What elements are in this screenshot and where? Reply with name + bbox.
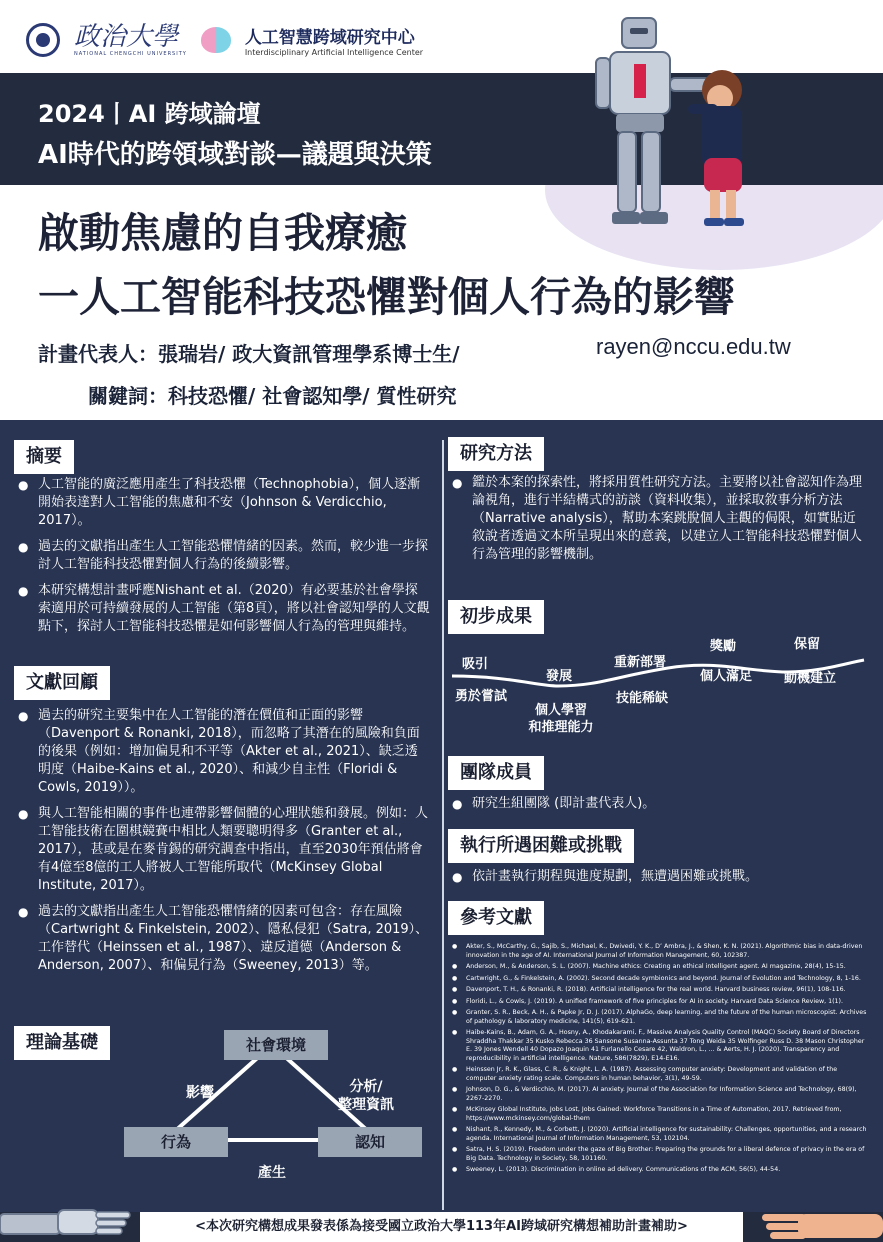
list-item: ● 人工智能的廣泛應用產生了科技恐懼（Technophobia），個人逐漸開始表達對人工智能的焦慮和不安（Johnson & Verdicchio, 2017）。 bbox=[16, 476, 430, 530]
funding-notice: <本次研究構想成果發表係為接受國立政治大學113年AI跨域研究構想補助計畫補助> bbox=[140, 1212, 743, 1242]
brain-icon bbox=[201, 27, 231, 53]
challenges-list bbox=[450, 868, 868, 894]
list-item: ● 過去的研究主要集中在人工智能的潛在價值和正面的影響（Davenport & Ronanki, 2018），而忽略了其潛在的風險和負面的後果（例如：增加偏見和不平等（Akter et al., 2021）、缺乏透明度（Haibe-Kains et al., 2020）、和減少自主性（Floridi & Cowls, 2019））。 bbox=[16, 707, 430, 797]
edge-label-produce: 產生 bbox=[258, 1165, 286, 1181]
reference-item: ● Sweeney, L. (2013). Discrimination in online ad delivery. Communications of the ACM, 56(5), 44-54. bbox=[450, 1166, 868, 1175]
stage-learning: 個人學習 和推理能力 bbox=[528, 703, 594, 735]
section-heading-method: 研究方法 bbox=[448, 437, 544, 471]
section-heading-results: 初步成果 bbox=[448, 600, 544, 634]
list-item: ● 過去的文獻指出產生人工智能恐懼情緒的因素。然而，較少進一步探討人工智能科技恐懼對個人行為的後續影響。 bbox=[16, 538, 430, 574]
reference-item: ● Floridi, L., & Cowls, J. (2019). A unified framework of five principles for AI in society. Harvard Data Science Review, 1(1). bbox=[450, 998, 868, 1007]
poster-title-line2: 一人工智能科技恐懼對個人行為的影響 bbox=[38, 273, 735, 321]
reference-item: ● Akter, S., McCarthy, G., Sajib, S., Michael, K., Dwivedi, Y. K., D’ Ambra, J., & Shen, K. N. (2021). Algorithmic bias in data-driven innovation in the age of AI. International Journal of Information Management, 60, 102387. bbox=[450, 943, 868, 960]
stage-redeploy: 重新部署 bbox=[613, 655, 666, 670]
nccu-logo-en: NATIONAL CHENGCHI UNIVERSITY bbox=[74, 51, 187, 57]
stage-try: 勇於嘗試 bbox=[454, 689, 507, 704]
stage-motivation: 動機建立 bbox=[783, 671, 836, 686]
nccu-logo-name: 政治大學 bbox=[74, 22, 179, 52]
human-hand-icon bbox=[758, 1194, 883, 1242]
poster-header bbox=[0, 0, 883, 420]
section-heading-challenges: 執行所遇困難或挑戰 bbox=[448, 829, 634, 863]
keywords-line: 關鍵詞：科技恐懼/ 社會認知學/ 質性研究 bbox=[88, 384, 457, 408]
team-list bbox=[450, 795, 868, 821]
representative-email[interactable]: rayen@nccu.edu.tw bbox=[596, 334, 791, 359]
reference-item: ● Cartwright, G., & Finkelstein, A. (2002). Second decade symbionics and beyond. Journal of Evolution and Technology, 8, 1-16. bbox=[450, 975, 868, 984]
reference-item: ● Haibe-Kains, B., Adam, G. A., Hosny, A., Khodakarami, F., Massive Analysis Quality Control (MAQC) Society Board of Directors Shraddha Thakkar 35 Kusko Rebecca 36 Sansone Susanna-Assunta 37 Tong Weida 35 Wolfinger Russ D. 38 Mason Christopher E. 39 Jones Wendell 40 Dopazo Joaquin 41 Furlanello Cesare 42, Waldron, L., ... & Aerts, H. J. (2020). Transparency and reproducibility in artificial intelligence. Nature, 586(7829), E14-E16. bbox=[450, 1029, 868, 1063]
node-behavior: 行為 bbox=[124, 1127, 228, 1157]
list-item: ● 鑑於本案的探索性，將採用質性研究方法。主要將以社會認知作為理論視角，進行半結構式的訪談（資料收集），並採取敘事分析方法（Narrative analysis），幫助本案跳脫個人主觀的侷限，如實貼近敘說者透過文本所呈現出來的意義，以建立人工智能科技恐懼對個人行為管理的影響機制。 bbox=[450, 474, 868, 564]
list-item: ● 過去的文獻指出產生人工智能恐懼情緒的因素可包含：存在風險（Cartwright & Finkelstein, 2002）、隱私侵犯（Satra, 2019）、工作替代（Heinssen et al., 1987）、違反道德（Anderson & Anderson, 2007）、和偏見行為（Sweeney, 2013）等。 bbox=[16, 903, 430, 975]
column-divider bbox=[442, 440, 444, 1210]
abstract-list bbox=[16, 476, 430, 644]
robot-and-child-illustration bbox=[592, 8, 882, 238]
logo-row bbox=[26, 18, 423, 62]
list-item: ● 依計畫執行期程與進度規劃，無遭遇困難或挑戰。 bbox=[450, 868, 868, 886]
center-name: 人工智慧跨域研究中心 bbox=[244, 28, 415, 48]
section-heading-literature: 文獻回顧 bbox=[14, 666, 110, 700]
stage-satisfaction: 個人滿足 bbox=[699, 669, 752, 684]
literature-list bbox=[16, 707, 430, 983]
nccu-seal-icon bbox=[26, 23, 60, 57]
reference-item: ● Davenport, T. H., & Ronanki, R. (2018). Artificial intelligence for the real world. Harvard business review, 96(1), 108-116. bbox=[450, 986, 868, 995]
stage-retain: 保留 bbox=[793, 637, 820, 652]
edge-label-analyze: 分析/ 整理資訊 bbox=[338, 1079, 394, 1113]
center-logo bbox=[245, 23, 423, 57]
list-item: ● 本研究構想計畫呼應Nishant et al.（2020）有必要基於社會學探索適用於可持續發展的人工智能（第8頁），將以社會認知學的人文觀點下，探討人工智能科技恐懼是如何影響個人行為的管理與維持。 bbox=[16, 582, 430, 636]
reference-item: ● Satra, H. S. (2019). Freedom under the gaze of Big Brother: Preparing the grounds for a liberal defence of privacy in the era of Big Data. Technology in Society, 58, 101160. bbox=[450, 1146, 868, 1163]
reference-item: ● Johnson, D. G., & Verdicchio, M. (2017). AI anxiety. Journal of the Association for Information Science and Technology, 68(9), 2267-2270. bbox=[450, 1086, 868, 1103]
robot-hand-icon bbox=[0, 1192, 140, 1242]
reference-item: ● Heinssen Jr, R. K., Glass, C. R., & Knight, L. A. (1987). Assessing computer anxiety: Development and validation of the computer anxiety rating scale. Computers in human behavior, 3(1), 49-59. bbox=[450, 1066, 868, 1083]
node-cognition: 認知 bbox=[318, 1127, 422, 1157]
list-item: ● 與人工智能相關的事件也連帶影響個體的心理狀態和發展。例如：人工智能技術在圍棋競賽中相比人類要聰明得多（Granter et al., 2017），甚或是在麥肯錫的研究調查中指出，直至2030年預估將會有4億至8億的工人將被人工智能所取代（McKinsey Global Institute, 2017）。 bbox=[16, 805, 430, 895]
section-heading-abstract: 摘要 bbox=[14, 440, 74, 474]
method-list bbox=[450, 474, 868, 572]
nccu-logo bbox=[74, 23, 187, 57]
edge-label-influence: 影響 bbox=[186, 1085, 214, 1101]
section-heading-team: 團隊成員 bbox=[448, 756, 544, 790]
node-social-environment: 社會環境 bbox=[224, 1030, 328, 1060]
poster-title-line1: 啟動焦慮的自我療癒 bbox=[38, 209, 407, 257]
reference-item: ● McKinsey Global Institute, Jobs Lost, Jobs Gained: Workforce Transitions in a Time of Automation, 2017. Retrieved from, https://www.mckinsey.com/global-them bbox=[450, 1106, 868, 1123]
forum-banner-line2: AI時代的跨領域對談—議題與決策 bbox=[38, 140, 432, 170]
reference-item: ● Granter, S. R., Beck, A. H., & Papke Jr, D. J. (2017). AlphaGo, deep learning, and the future of the human microscopist. Archives of pathology & laboratory medicine, 141(5), 619-621. bbox=[450, 1009, 868, 1026]
forum-banner-line1: 2024丨AI 跨域論壇 bbox=[38, 100, 261, 128]
list-item: ● 研究生組團隊 (即計畫代表人)。 bbox=[450, 795, 868, 813]
reference-list bbox=[450, 943, 868, 1178]
representative-line: 計畫代表人：張瑞岩/ 政大資訊管理學系博士生/ bbox=[38, 342, 460, 366]
stage-develop: 發展 bbox=[545, 669, 572, 684]
stage-attract: 吸引 bbox=[461, 657, 488, 672]
reference-item: ● Nishant, R., Kennedy, M., & Corbett, J. (2020). Artificial intelligence for sustainability: Challenges, opportunities, and a research agenda. International Journal of Information Management, 53, 102104. bbox=[450, 1126, 868, 1143]
center-name-en: Interdisciplinary Artificial Intelligence Center bbox=[244, 48, 424, 57]
section-heading-references: 參考文獻 bbox=[448, 901, 544, 935]
reference-item: ● Anderson, M., & Anderson, S. L. (2007). Machine ethics: Creating an ethical intelligent agent. AI magazine, 28(4), 15-15. bbox=[450, 963, 868, 972]
stage-reward: 獎勵 bbox=[709, 639, 736, 654]
stage-skill-gap: 技能稀缺 bbox=[615, 691, 668, 706]
section-heading-theory: 理論基礎 bbox=[14, 1026, 110, 1060]
